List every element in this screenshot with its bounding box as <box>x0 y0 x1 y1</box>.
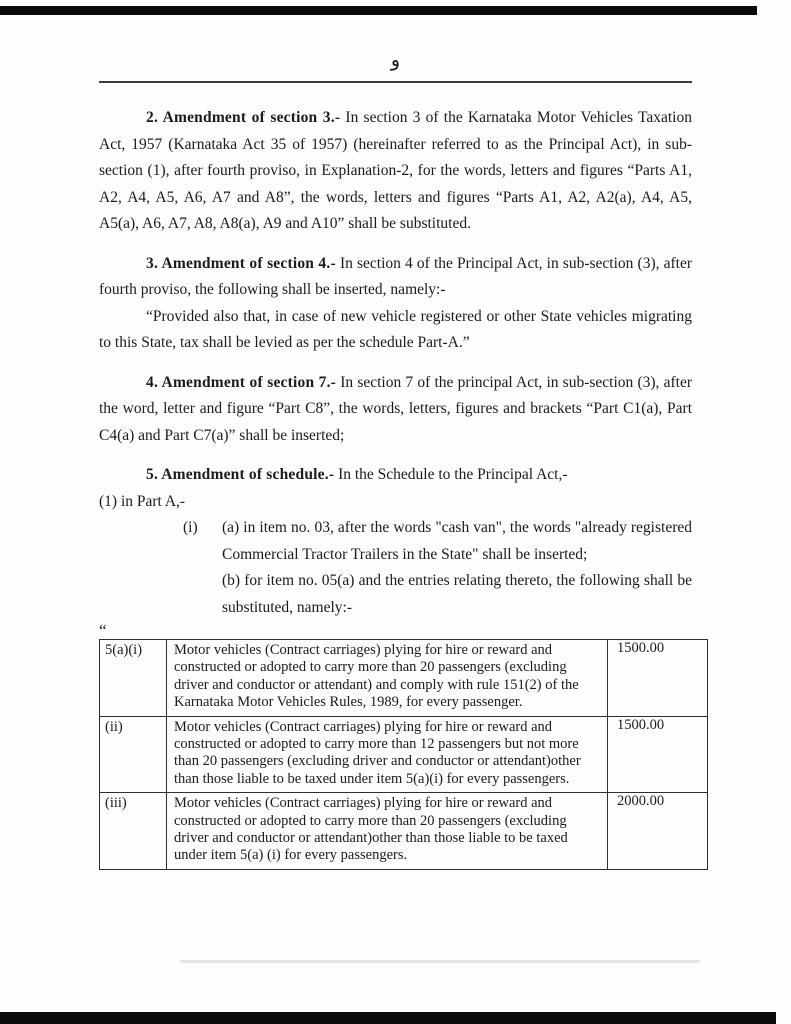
scan-artifact-bottom-bar <box>0 1012 776 1024</box>
schedule-amendment-paragraph <box>99 462 692 489</box>
scan-artifact-smudge <box>180 960 700 963</box>
table-open-quote: “ <box>99 621 107 640</box>
clause-i-a-text: (a) in item no. 03, after the words "cash van", the words "already registered Commercial Tractor Trailers in the State" shall be inserted; <box>222 519 692 563</box>
item-description-cell: Motor vehicles (Contract carriages) plying for hire or reward and constructed or adopted to carry more than 20 passengers (excluding driver and conductor or attendant) and comply with rule 151(2) of the Karnataka Motor Vehicles Rules, 1989, for every passenger. <box>167 640 608 717</box>
table-row <box>100 793 708 870</box>
section-3-heading: 2. Amendment of section 3.- <box>146 109 341 126</box>
section-7-paragraph <box>99 370 692 450</box>
item-description-cell: Motor vehicles (Contract carriages) plying for hire or reward and constructed or adopted to carry more than 12 passengers but not more than 20 passengers (excluding driver and conductor or attendant)other than those liable to be taxed under item 5(a)(i) for every passengers. <box>167 716 608 793</box>
table-row <box>100 716 708 793</box>
clause-i <box>99 515 692 621</box>
item-amount-cell: 2000.00 <box>608 793 708 870</box>
clause-i-body <box>222 515 692 621</box>
item-description-cell: Motor vehicles (Contract carriages) plying for hire or reward and constructed or adopted to carry more than 20 passengers (excluding driver and conductor or attendant)other than those liable to be taxed under item 5(a) (i) for every passengers. <box>167 793 608 870</box>
clause-i-label: (i) <box>183 519 198 536</box>
section-4-paragraph <box>99 251 692 304</box>
clause-i-b-text: (b) for item no. 05(a) and the entries relating thereto, the following shall be substituted, namely:- <box>222 572 692 616</box>
schedule-body: In the Schedule to the Principal Act,- <box>334 466 568 483</box>
item-amount-cell: 1500.00 <box>608 716 708 793</box>
item-amount-cell: 1500.00 <box>608 640 708 717</box>
section-7-heading: 4. Amendment of section 7.- <box>146 373 337 391</box>
item-number-cell: (iii) <box>100 793 167 870</box>
section-7-body: In section 7 of the principal Act, in sub-section (3), after the word, letter and figure “Part C8”, the words, letters, figures and brackets “Part C1(a), Part C4(a) and Part C7(a)” shall be inserted; <box>99 373 692 444</box>
header-rule <box>99 81 692 83</box>
section-4-heading: 3. Amendment of section 4.- <box>146 254 336 272</box>
item-number-cell: 5(a)(i) <box>100 640 167 717</box>
tax-schedule-table-body <box>100 640 708 870</box>
table-row <box>100 640 708 717</box>
section-4-body: In section 4 of the Principal Act, in sub-section (3), after fourth proviso, the following shall be inserted, namely:- <box>99 254 693 298</box>
item-number-cell: (ii) <box>100 716 167 793</box>
tax-schedule-table <box>99 639 708 870</box>
schedule-heading: 5. Amendment of schedule.- <box>146 466 335 483</box>
page-content <box>99 0 692 870</box>
section-3-body: In section 3 of the Karnataka Motor Vehicles Taxation Act, 1957 (Karnataka Act 35 of 1957) (hereinafter referred to as the Principal Act), in sub-section (1), after fourth proviso, in Explanation-2, for the words, letters and figures “Parts A1, A2, A4, A5, A6, A7 and A8”, the words, letters and figures “Parts A1, A2, A2(a), A4, A5, A5(a), A6, A7, A8, A8(a), A9 and A10” shall be substituted. <box>99 109 692 232</box>
section-4-proviso: “Provided also that, in case of new vehicle registered or other State vehicles migrating to this State, tax shall be levied as per the schedule Part-A.” <box>99 307 692 351</box>
section-3-paragraph <box>99 105 692 238</box>
part-a-line: (1) in Part A,- <box>99 492 186 510</box>
page-number: و <box>390 49 401 71</box>
